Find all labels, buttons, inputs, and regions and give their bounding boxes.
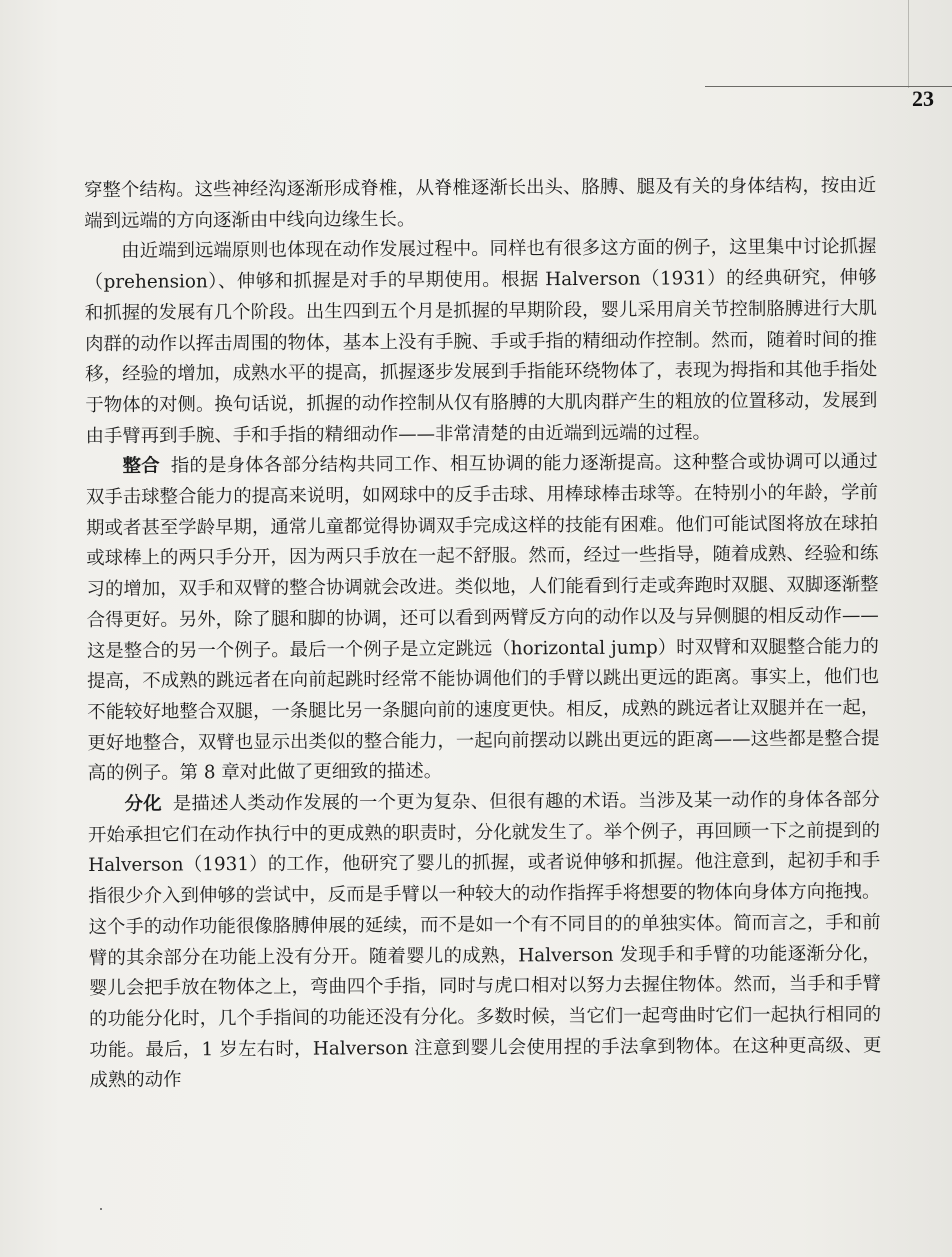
paragraph-continuation [84,171,876,237]
paragraph-text: 由近端到远端原则也体现在动作发展过程中。同样也有很多这方面的例子，这里集中讨论抓握（prehension）、伸够和抓握是对手的早期使用。根据 Halverson（1931）的经典研究，伸够和抓握的发展有几个阶段。出生四到五个月是抓握的早期阶段，婴儿采用肩关节控制胳膊进行大肌肉群的动作以挥击周围的物体，基本上没有手腕、手或手指的精细动作控制。然而，随着时间的推移，经验的增加，成熟水平的提高，抓握逐步发展到手指能环绕物体了，表现为拇指和其他手指处于物体的对侧。换句话说，抓握的动作控制从仅有胳膊的大肌肉群产生的粗放的位置移动，发展到由手臂再到手腕、手和手指的精细动作——非常清楚的由近端到远端的过程。 [84,236,878,447]
term-differentiation: 分化 [124,793,162,815]
paragraph-text: 穿整个结构。这些神经沟逐渐形成脊椎，从脊椎逐渐长出头、胳膊、腿及有关的身体结构，按由近端到远端的方向逐渐由中线向边缘生长。 [84,175,877,232]
print-speck [100,1208,102,1210]
paragraph-integration [86,447,880,790]
page-fold-line [908,0,909,88]
page-number: 23 [912,86,934,111]
term-integration: 整合 [122,455,160,478]
paragraph-text: 指的是身体各部分结构共同工作、相互协调的能力逐渐提高。这种整合或协调可以通过双手击球整合能力的提高来说明，如网球中的反手击球、用棒球棒击球等。在特别小的年龄，学前期或者甚至学龄早期，通常儿童都觉得协调双手完成这样的技能有困难。他们可能试图将放在球拍或球棒上的两只手分开，因为两只手放在一起不舒服。然而，经过一些指导，随着成熟、经验和练习的增加，双手和双臂的整合协调就会改进。类似地，人们能看到行走或奔跑时双腿、双脚逐渐整合得更好。另外，除了腿和脚的协调，还可以看到两臂反方向的动作以及与异侧腿的相反动作——这是整合的另一个例子。最后一个例子是立定跳远（horizontal jump）时双臂和双腿整合能力的提高，不成熟的跳远者在向前起跳时经常不能协调他们的手臂以跳出更远的距离。事实上，他们也不能较好地整合双腿，一条腿比另一条腿向前的速度更快。相反，成熟的跳远者让双腿并在一起，更好地整合，双臂也显示出类似的整合能力，一起向前摆动以跳出更远的距离——这些都是整合提高的例子。第 8 章对此做了更细致的描述。 [85,451,880,785]
paragraph-proximodistal [84,233,877,453]
paragraph-differentiation [88,785,882,1097]
body-text [84,171,882,1097]
paragraph-text: 是描述人类动作发展的一个更为复杂、但很有趣的术语。当涉及某一动作的身体各部分开始承担它们在动作执行中的更成熟的职责时，分化就发生了。举个例子，再回顾一下之前提到的 Halverson（1931）的工作，他研究了婴儿的抓握，或者说伸够和抓握。他注意到，起初手和手指很少介入到伸够的尝试中，反而是手臂以一种较大的动作指挥手将想要的物体向身体方向拖拽。这个手的动作功能很像胳膊伸展的延续，而不是如一个有不同目的的单独实体。简而言之，手和前臂的其余部分在功能上没有分开。随着婴儿的成熟，Halverson 发现手和手臂的功能逐渐分化，婴儿会把手放在物体之上，弯曲四个手指，同时与虎口相对以努力去握住物体。然而，当手和手臂的功能分化时，几个手指间的功能还没有分化。多数时候，当它们一起弯曲时它们一起执行相同的功能。最后，1 岁左右时，Halverson 注意到婴儿会使用捏的手法拿到物体。在这种更高级、更成熟的动作 [87,789,882,1092]
